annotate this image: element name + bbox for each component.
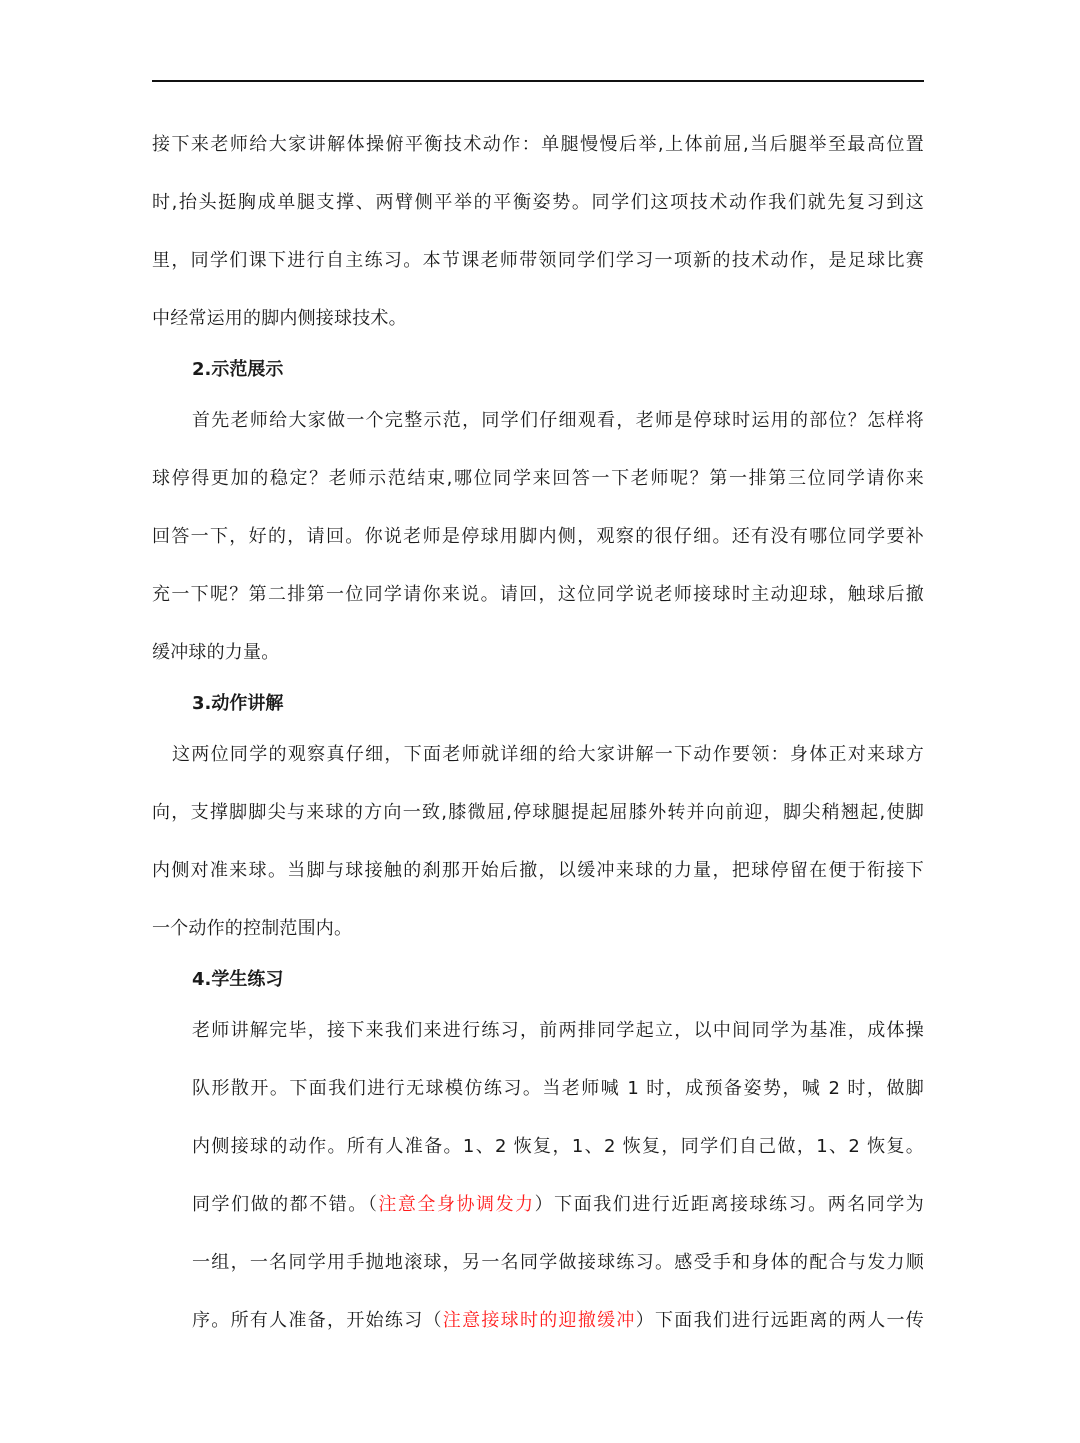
text-segment: 同学们做的都不错。（ <box>192 1194 379 1215</box>
text-line: 充一下呢？第二排第一位同学请你来说。请回，这位同学说老师接球时主动迎球，触球后撤 <box>152 584 924 605</box>
text-line: 回答一下，好的，请回。你说老师是停球用脚内侧，观察的很仔细。还有没有哪位同学要补 <box>152 526 924 547</box>
practice-paragraph <box>152 1002 924 1350</box>
text-line: 一组，一名同学用手抛地滚球，另一名同学做接球练习。感受手和身体的配合与发力顺 <box>192 1252 924 1273</box>
text-line: 老师讲解完毕，接下来我们来进行练习，前两排同学起立，以中间同学为基准，成体操 <box>192 1020 924 1041</box>
text-line: 首先老师给大家做一个完整示范，同学们仔细观看，老师是停球时运用的部位？怎样将 <box>192 410 924 431</box>
text-line: 里，同学们课下进行自主练习。本节课老师带领同学们学习一项新的技术动作，是足球比赛 <box>152 250 924 271</box>
text-line: 一个动作的控制范围内。 <box>152 918 353 939</box>
text-segment: ）下面我们进行远距离的两人一传 <box>635 1310 924 1331</box>
header-rule <box>152 80 924 82</box>
demo-paragraph <box>152 392 924 682</box>
text-line <box>152 1292 924 1350</box>
text-line: 这两位同学的观察真仔细，下面老师就详细的给大家讲解一下动作要领：身体正对来球方 <box>172 744 924 765</box>
text-line: 向，支撑脚脚尖与来球的方向一致,膝微屈,停球腿提起屈膝外转并向前迎，脚尖稍翘起,使脚 <box>152 802 924 823</box>
text-segment: 序。所有人准备，开始练习（ <box>192 1310 443 1331</box>
intro-paragraph <box>152 116 924 348</box>
text-line: 缓冲球的力量。 <box>152 642 280 663</box>
text-line: 接下来老师给大家讲解体操俯平衡技术动作：单腿慢慢后举,上体前屈,当后腿举至最高位置 <box>152 134 924 155</box>
text-segment: ）下面我们进行近距离接球练习。两名同学为 <box>534 1194 924 1215</box>
text-line <box>152 1176 924 1234</box>
text-line: 内侧对准来球。当脚与球接触的刹那开始后撤，以缓冲来球的力量，把球停留在便于衔接下 <box>152 860 924 881</box>
section-heading: 3.动作讲解 <box>192 693 284 714</box>
text-line: 时,抬头挺胸成单腿支撑、两臂侧平举的平衡姿势。同学们这项技术动作我们就先复习到这 <box>152 192 924 213</box>
text-line: 中经常运用的脚内侧接球技术。 <box>152 308 407 329</box>
section-heading: 2.示范展示 <box>192 359 284 380</box>
explanation-paragraph <box>152 726 924 958</box>
text-line: 内侧接球的动作。所有人准备。1、2 恢复，1、2 恢复，同学们自己做，1、2 恢复。 <box>192 1136 924 1157</box>
text-line: 球停得更加的稳定？老师示范结束,哪位同学来回答一下老师呢？第一排第三位同学请你来 <box>152 468 924 489</box>
document-body <box>152 116 924 1350</box>
section-heading: 4.学生练习 <box>192 969 284 990</box>
emphasis-note: 注意接球时的迎撤缓冲 <box>442 1310 636 1331</box>
text-line: 队形散开。下面我们进行无球模仿练习。当老师喊 1 时，成预备姿势，喊 2 时，做脚 <box>192 1078 924 1099</box>
emphasis-note: 注意全身协调发力 <box>378 1194 535 1215</box>
